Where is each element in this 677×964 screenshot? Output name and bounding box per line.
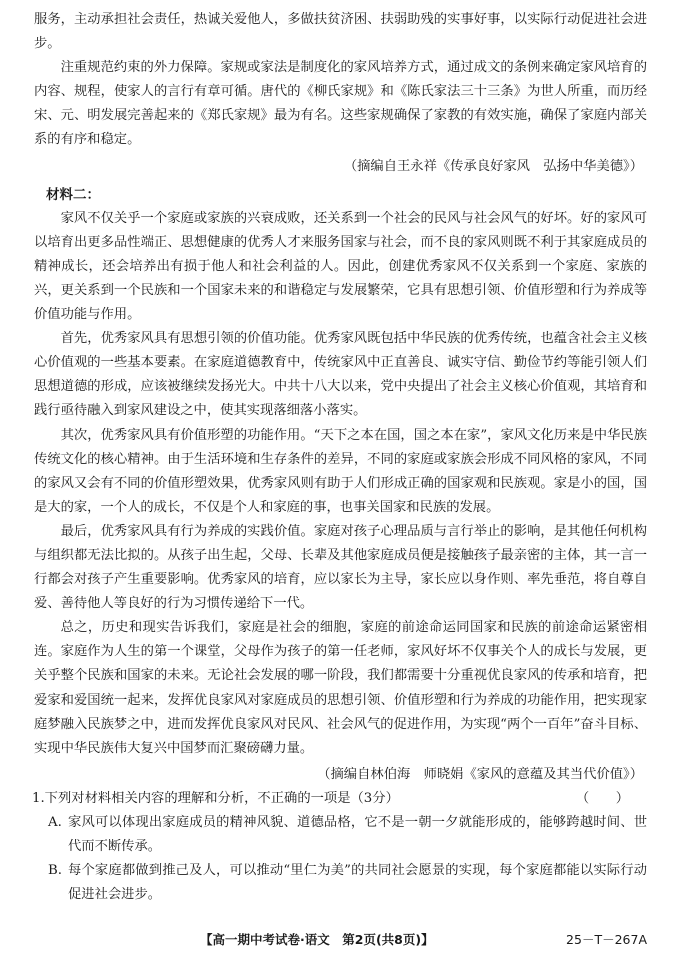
- paragraph-outer-guarantee: 注重规范约束的外力保障。家规或家法是制度化的家风培养方式，通过成文的条例来确定家风培育的内容、规程，使家人的言行有章可循。唐代的《柳氏家规》和《陈氏家法三十三条》为世人所重，而历经宋、元、明发展完善起来的《郑氏家规》最为有名。这些家规确保了家教的有效实施，确保了家庭内部关系的有序和稳定。: [34, 60, 647, 148]
- answer-bracket: （ ）: [575, 790, 629, 806]
- option-b: [48, 859, 647, 907]
- material-two-paragraph-2: 首先，优秀家风具有思想引领的价值功能。优秀家风既包括中华民族的优秀传统，也蕴含社会主义核心价值观的一些基本要素。在家庭道德教育中，传统家风中正直善良、诚实守信、勤俭节约等能引领人们思想道德的形成，应该被继续发扬光大。中共十八大以来，党中央提出了社会主义核心价值观，其培育和践行亟待融入到家风建设之中，使其实现落细落小落实。: [34, 331, 647, 419]
- source-citation-2: （摘编自林伯海 师晓娟《家风的意蕴及其当代价值》）: [317, 766, 643, 782]
- question-1-stem: [32, 787, 647, 811]
- page-footer: [0, 930, 677, 954]
- option-a: [48, 811, 647, 859]
- footer-paper-code: 25－T－267A: [566, 932, 647, 947]
- material-two-paragraph-5: 总之，历史和现实告诉我们，家庭是社会的细胞，家庭的前途命运同国家和民族的前途命运紧密相连。家庭作为人生的第一个课堂，父母作为孩子的第一任老师，家风好坏不仅事关个人的成长与发展，更关乎整个民族和国家的未来。无论社会发展的哪一阶段，我们都需要十分重视优良家风的传承和培育，把爱家和爱国统一起来，发挥优良家风对家庭成员的思想引领、价值形塑和行为养成的功能作用，把实现家庭梦融入民族梦之中，进而发挥优良家风对民风、社会风气的促进作用，为实现“两个一百年”奋斗目标、实现中华民族伟大复兴中国梦而汇聚磅礴力量。: [34, 620, 647, 756]
- material-two-paragraph-3: 其次，优秀家风具有价值形塑的功能作用。“天下之本在国，国之本在家”，家风文化历来是中华民族传统文化的核心精神。由于生活环境和生存条件的差异，不同的家庭或家族会形成不同风格的家风，不同的家风又会有不同的价值形塑效果，优秀家风则有助于人们形成正确的国家观和民族观。家是小的国，国是大的家，一个人的成长，不仅是个人和家庭的事，也事关国家和民族的发展。: [34, 427, 647, 515]
- option-a-text: 家风可以体现出家庭成员的精神风貌、道德品格，它不是一朝一夕就能形成的，能够跨越时间、世代而不断传承。: [68, 814, 647, 854]
- option-a-letter: A.: [48, 814, 62, 830]
- material-two-paragraph-1: 家风不仅关乎一个家庭或家族的兴衰成败，还关系到一个社会的民风与社会风气的好坏。好的家风可以培育出更多品性端正、思想健康的优秀人才来服务国家与社会，而不良的家风则既不利于其家庭成员的精神成长，还会培养出有损于他人和社会利益的人。因此，创建优秀家风不仅关系到一个家庭、家族的兴，更关系到一个民族和一个国家未来的和谐稳定与发展繁荣，它具有思想引领、价值形塑和行为养成等价值功能与作用。: [34, 210, 647, 323]
- footer-exam-info: 【高一期中考试卷·语文 第2页(共8页)】: [200, 932, 434, 947]
- intro-paragraph-tail: 服务，主动承担社会责任，热诚关爱他人，多做扶贫济困、扶弱助残的实事好事，以实际行动促进社会进步。: [34, 12, 647, 52]
- material-two-paragraph-4: 最后，优秀家风具有行为养成的实践价值。家庭对孩子心理品质与言行举止的影响，是其他任何机构与组织都无法比拟的。从孩子出生起，父母、长辈及其他家庭成员便是接触孩子最亲密的主体，其一言一行都会对孩子产生重要影响。优秀家风的培育，应以家长为主导，家长应以身作则、率先垂范，将自尊自爱、善待他人等良好的行为习惯传递给下一代。: [34, 523, 647, 612]
- option-b-letter: B.: [48, 862, 62, 878]
- option-b-text: 每个家庭都做到推己及人，可以推动“里仁为美”的共同社会愿景的实现，每个家庭都能以实际行动促进社会进步。: [68, 862, 647, 902]
- question-1-text: 1.下列对材料相关内容的理解和分析，不正确的一项是（3分）: [32, 790, 399, 806]
- source-citation-1: （摘编自王永祥《传承良好家风 弘扬中华美德》）: [343, 158, 643, 174]
- material-two-heading: 材料二：: [46, 186, 100, 203]
